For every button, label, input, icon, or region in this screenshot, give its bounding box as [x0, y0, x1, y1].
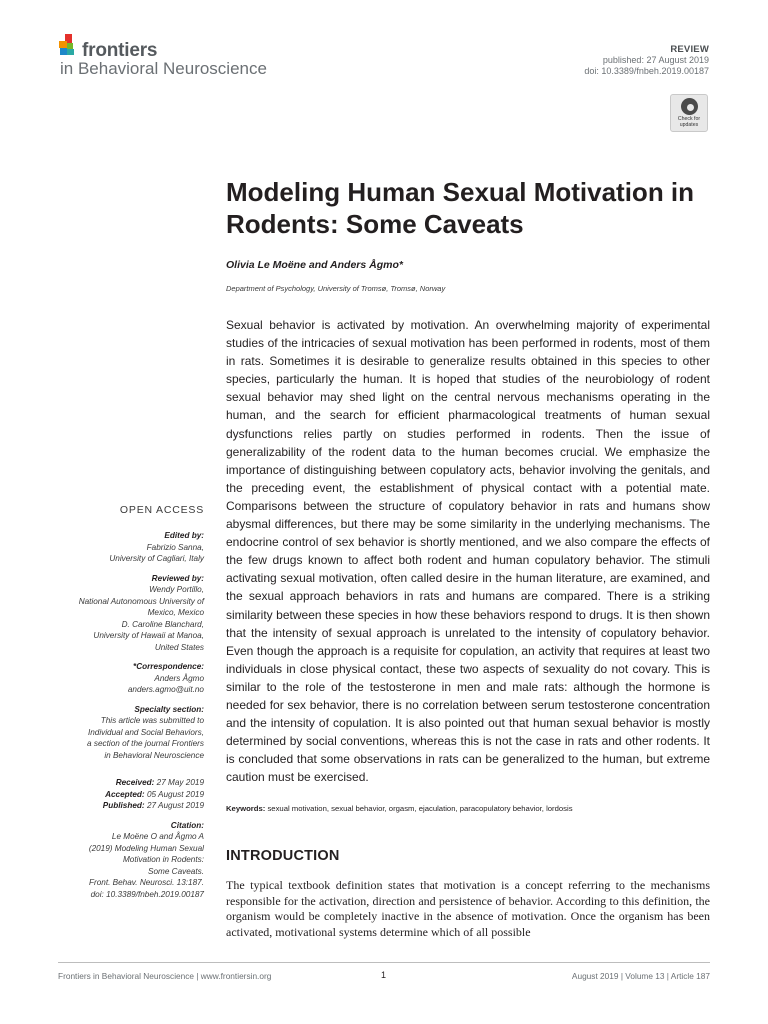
article-info-sidebar: [34, 530, 204, 900]
reviewer-line: D. Caroline Blanchard,: [121, 619, 204, 629]
frontiers-logo-icon: [58, 34, 80, 62]
specialty-line: a section of the journal Frontiers: [87, 739, 204, 748]
citation-line: (2019) Modeling Human Sexual: [88, 843, 204, 853]
keywords-label: Keywords:: [226, 804, 266, 813]
authors: Olivia Le Moëne and Anders Ågmo*: [226, 259, 403, 271]
journal-name: in Behavioral Neuroscience: [60, 59, 267, 78]
reviewed-by-label: Reviewed by:: [151, 573, 204, 583]
specialty-line: This article was submitted to: [100, 716, 204, 725]
footer-issue-info: August 2019 | Volume 13 | Article 187: [571, 971, 710, 981]
reviewer-line: University of Hawaii at Manoa,: [93, 631, 204, 640]
specialty-section-label: Specialty section:: [134, 704, 204, 714]
citation-line: Some Caveats.: [148, 866, 204, 876]
published-date: published: 27 August 2019: [602, 55, 709, 65]
accepted-date: Accepted: 05 August 2019: [105, 789, 204, 799]
keywords: [226, 804, 710, 813]
affiliation: Department of Psychology, University of Tromsø, Tromsø, Norway: [226, 284, 446, 293]
open-access-label: OPEN ACCESS: [119, 504, 204, 516]
check-for-updates-button[interactable]: [670, 94, 708, 132]
article-title: Modeling Human Sexual Motivation in Rodents: Some Caveats: [226, 177, 695, 239]
introduction-text: The typical textbook definition states that motivation is a concept referring to the mechanisms responsible for the activation, direction and persistence of behavior. According to this definition, the organism would be completely inactive in the absence of motivation. Once the organism has been activated, motivational systems determine which of all possible: [226, 878, 710, 939]
abstract: Sexual behavior is activated by motivation. An overwhelming majority of experimental studies of the intricacies of sexual motivation has been performed in rodents, most of them in rats. Sometimes it is desirable to generalize results obtained in this species to other species, particularly the human. It is hoped that studies of the neurobiology of rodent sexual behavior may shed light on the central nervous mechanisms operating in the human, and the search for efficient pharmacological treatments of human sexual dysfunctions relies partly on studies performed in rodents. Then the issue of generalizability of the rodent data to the human becomes crucial. We emphasize the importance of distinguishing between copulatory acts, behavior involving the genitals, and the preceding event, the establishment of physical contact with a potential mate. Comparisons between the structure of copulatory behavior in rats and humans show abysmal differences, but there may be some similarity in the underlying mechanisms. The endocrine control of sex behavior is shortly mentioned, and we also compare the effects of the few drugs known to affect both rodent and human copulatory behavior. The stimuli activating sexual motivation, often called desire in the human literature, are examined, and the sexual approach behaviors in rats and humans are compared. There is a striking similarity between these species in how these behaviors respond to drugs. It is then shown that the intensity of sexual approach is unrelated to the intensity of copulatory behavior. Even though the approach is a requisite for copulation, an activity that requires at least two individuals in close physical contact, these two aspects of sexuality do not covary. This is similar to the role of the testosterone in men and male rats: although the hormone is needed for sex behavior, there is no correlation between serum testosterone concentration and the intensity of copulation. It is also pointed out that human sexual behavior is mostly determined by social conventions, whereas this is not the case in rats and other rodents. It is concluded that some observations in rats can be generalized to the human, but extreme caution must be exercised.: [226, 318, 710, 785]
footer-journal-link[interactable]: Frontiers in Behavioral Neuroscience | www.frontiersin.org: [58, 971, 272, 981]
correspondence-name: Anders Ågmo: [154, 673, 204, 683]
citation-label: Citation:: [170, 820, 204, 830]
page-number: 1: [381, 970, 387, 980]
specialty-line: Individual and Social Behaviors,: [87, 727, 204, 737]
published-date-sidebar: Published: 27 August 2019: [102, 801, 204, 810]
citation-line: Motivation in Rodents:: [122, 855, 204, 864]
edited-by-label: Edited by:: [164, 531, 204, 540]
editor-line: University of Cagliari, Italy: [109, 554, 204, 563]
article-type: REVIEW: [670, 44, 709, 55]
reviewer-line: Wendy Portillo,: [149, 585, 204, 594]
specialty-line: in Behavioral Neuroscience: [104, 750, 204, 760]
received-date: Received: 27 May 2019: [115, 778, 204, 787]
citation-line: Front. Behav. Neurosci. 13:187.: [89, 878, 204, 887]
reviewer-line: United States: [154, 642, 204, 652]
citation-doi[interactable]: doi: 10.3389/fnbeh.2019.00187: [90, 889, 204, 899]
doi[interactable]: doi: 10.3389/fnbeh.2019.00187: [584, 66, 709, 76]
footer-divider: [58, 962, 710, 963]
reviewer-line: Mexico, Mexico: [147, 608, 204, 617]
correspondence-email[interactable]: anders.agmo@uit.no: [127, 685, 204, 694]
editor-line: Fabrizio Sanna,: [146, 542, 204, 552]
reviewer-line: National Autonomous University of: [78, 596, 204, 606]
article-meta: [584, 44, 709, 77]
correspondence-label: *Correspondence:: [133, 662, 204, 671]
keywords-list: sexual motivation, sexual behavior, orgasm, ejaculation, paracopulatory behavior, lordosis: [267, 804, 573, 813]
citation-line: Le Moëne O and Ågmo A: [111, 832, 204, 841]
check-updates-label: Check for updates: [677, 116, 701, 128]
section-heading-introduction: INTRODUCTION: [226, 848, 340, 864]
logo-wordmark: frontiers: [82, 40, 158, 61]
check-updates-icon: [681, 98, 698, 115]
journal-logo: [58, 34, 318, 84]
